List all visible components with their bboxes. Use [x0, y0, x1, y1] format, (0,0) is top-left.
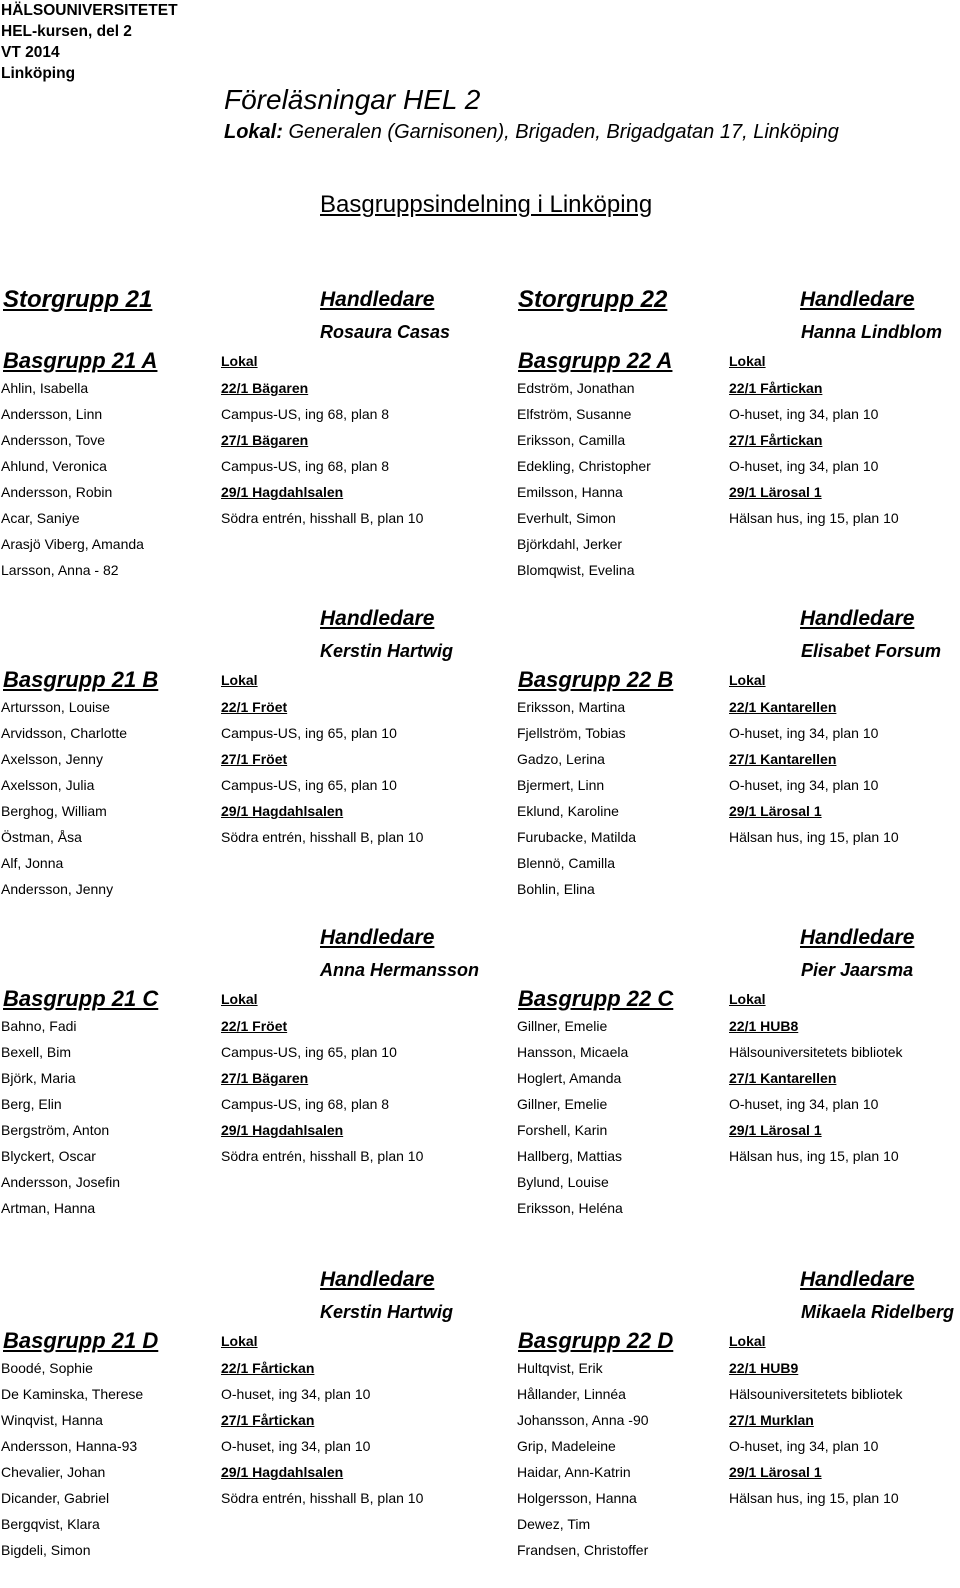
member-name-right: Emilsson, Hanna	[517, 484, 623, 500]
handledare-label-left: Handledare	[320, 288, 435, 311]
basgrupp-section	[0, 1268, 960, 1588]
member-name-left: Bergqvist, Klara	[1, 1516, 100, 1532]
handledare-name-right: Pier Jaarsma	[801, 960, 914, 980]
storgrupp-22-heading: Storgrupp 22	[518, 286, 668, 313]
member-name-left: Blyckert, Oscar	[1, 1148, 96, 1164]
member-lokal-left: Campus-US, ing 68, plan 8	[221, 458, 390, 474]
member-name-right: Hallberg, Mattias	[517, 1148, 623, 1164]
member-lokal-left: Södra entrén, hisshall B, plan 10	[221, 510, 424, 526]
course-name: HEL-kursen, del 2	[1, 23, 132, 40]
handledare-label-right: Handledare	[800, 1268, 915, 1291]
member-lokal-right: 27/1 Kantarellen	[729, 1070, 837, 1086]
member-name-left: Arvidsson, Charlotte	[1, 725, 128, 741]
page-title: Föreläsningar HEL 2	[224, 84, 481, 115]
member-name-left: Andersson, Robin	[1, 484, 113, 500]
member-name-right: Johansson, Anna -90	[517, 1412, 649, 1428]
member-lokal-left: Södra entrén, hisshall B, plan 10	[221, 1148, 424, 1164]
member-lokal-left: 29/1 Hagdahlsalen	[221, 803, 344, 819]
member-name-right: Edekling, Christopher	[517, 458, 651, 474]
member-name-right: Holgersson, Hanna	[517, 1490, 637, 1506]
member-lokal-left: 27/1 Fröet	[221, 751, 288, 767]
handledare-label-right: Handledare	[800, 607, 915, 630]
member-lokal-right: 22/1 HUB8	[729, 1018, 799, 1034]
lokal-header-left: Lokal	[221, 353, 258, 369]
member-lokal-right: 29/1 Lärosal 1	[729, 1122, 822, 1138]
member-name-left: Artursson, Louise	[1, 699, 110, 715]
member-lokal-right: 27/1 Murklan	[729, 1412, 814, 1428]
member-name-right: Bohlin, Elina	[517, 881, 595, 897]
member-name-left: Axelsson, Julia	[1, 777, 95, 793]
member-lokal-left: Södra entrén, hisshall B, plan 10	[221, 829, 424, 845]
member-lokal-left: 27/1 Fårtickan	[221, 1412, 315, 1428]
member-name-left: Andersson, Tove	[1, 432, 106, 448]
basgrupp-heading-left: Basgrupp 21 C	[3, 986, 159, 1011]
member-name-left: Ahlin, Isabella	[1, 380, 89, 396]
lokal-header-left: Lokal	[221, 672, 258, 688]
member-name-right: Eriksson, Heléna	[517, 1200, 623, 1216]
member-lokal-right: O-huset, ing 34, plan 10	[729, 725, 879, 741]
basgrupp-section	[0, 926, 960, 1246]
member-lokal-left: O-huset, ing 34, plan 10	[221, 1438, 371, 1454]
handledare-label-right: Handledare	[800, 926, 915, 949]
lokal-header-right: Lokal	[729, 991, 766, 1007]
member-name-left: Axelsson, Jenny	[1, 751, 103, 767]
member-name-right: Fjellström, Tobias	[517, 725, 626, 741]
basgrupp-heading-right: Basgrupp 22 C	[518, 986, 674, 1011]
handledare-name-left: Rosaura Casas	[320, 322, 451, 342]
member-lokal-right: 22/1 HUB9	[729, 1360, 799, 1376]
lokal-header-right: Lokal	[729, 353, 766, 369]
member-name-right: Gadzo, Lerina	[517, 751, 605, 767]
member-lokal-left: 22/1 Fröet	[221, 1018, 288, 1034]
member-lokal-right: 29/1 Lärosal 1	[729, 484, 822, 500]
member-name-right: Elfström, Susanne	[517, 406, 632, 422]
venue-line	[224, 121, 839, 144]
member-name-left: Larsson, Anna - 82	[1, 562, 119, 578]
member-lokal-right: 22/1 Kantarellen	[729, 699, 837, 715]
member-lokal-right: 22/1 Fårtickan	[729, 380, 823, 396]
member-name-left: Bahno, Fadi	[1, 1018, 77, 1034]
lokal-header-right: Lokal	[729, 672, 766, 688]
lokal-header-left: Lokal	[221, 1333, 258, 1349]
member-lokal-right: O-huset, ing 34, plan 10	[729, 1096, 879, 1112]
member-lokal-left: 22/1 Bägaren	[221, 380, 309, 396]
handledare-name-left: Kerstin Hartwig	[320, 641, 454, 661]
member-name-right: Haidar, Ann-Katrin	[517, 1464, 631, 1480]
handledare-label-right: Handledare	[800, 288, 915, 311]
basgrupp-heading-left: Basgrupp 21 B	[3, 667, 159, 692]
handledare-name-right: Elisabet Forsum	[801, 641, 942, 661]
member-name-left: Andersson, Jenny	[1, 881, 114, 897]
city: Linköping	[1, 65, 76, 82]
member-lokal-right: 29/1 Lärosal 1	[729, 1464, 822, 1480]
member-name-right: Eklund, Karoline	[517, 803, 619, 819]
venue-label: Lokal:	[224, 121, 283, 143]
member-lokal-right: Hälsouniversitetets bibliotek	[729, 1044, 903, 1060]
member-name-right: Björkdahl, Jerker	[517, 536, 623, 552]
handledare-label-left: Handledare	[320, 1268, 435, 1291]
member-lokal-right: Hälsan hus, ing 15, plan 10	[729, 510, 899, 526]
member-lokal-right: Hälsan hus, ing 15, plan 10	[729, 829, 899, 845]
member-name-left: Acar, Saniye	[1, 510, 80, 526]
member-name-left: Winqvist, Hanna	[1, 1412, 103, 1428]
member-lokal-right: O-huset, ing 34, plan 10	[729, 458, 879, 474]
member-name-left: Artman, Hanna	[1, 1200, 96, 1216]
member-lokal-right: O-huset, ing 34, plan 10	[729, 406, 879, 422]
venue-text: Generalen (Garnisonen), Brigaden, Brigadgatan 17, Linköping	[282, 121, 839, 143]
member-lokal-left: 22/1 Fårtickan	[221, 1360, 315, 1376]
member-name-right: Hansson, Micaela	[517, 1044, 629, 1060]
handledare-name-left: Anna Hermansson	[320, 960, 480, 980]
member-name-right: Blennö, Camilla	[517, 855, 616, 871]
member-name-right: Gillner, Emelie	[517, 1096, 608, 1112]
member-name-right: Forshell, Karin	[517, 1122, 608, 1138]
member-name-right: Hoglert, Amanda	[517, 1070, 622, 1086]
member-lokal-right: O-huset, ing 34, plan 10	[729, 777, 879, 793]
handledare-label-left: Handledare	[320, 607, 435, 630]
member-lokal-left: 27/1 Bägaren	[221, 432, 309, 448]
member-lokal-right: Hälsan hus, ing 15, plan 10	[729, 1490, 899, 1506]
member-lokal-left: 22/1 Fröet	[221, 699, 288, 715]
term: VT 2014	[1, 44, 60, 61]
member-name-right: Dewez, Tim	[517, 1516, 591, 1532]
member-name-left: Bergström, Anton	[1, 1122, 110, 1138]
basgrupp-heading-right: Basgrupp 22 B	[518, 667, 674, 692]
member-name-left: Andersson, Linn	[1, 406, 103, 422]
member-name-right: Hultqvist, Erik	[517, 1360, 603, 1376]
member-name-right: Hållander, Linnéa	[517, 1386, 626, 1402]
member-name-right: Bylund, Louise	[517, 1174, 609, 1190]
member-name-right: Furubacke, Matilda	[517, 829, 637, 845]
member-name-left: Chevalier, Johan	[1, 1464, 106, 1480]
member-name-left: Berghog, William	[1, 803, 107, 819]
member-name-right: Gillner, Emelie	[517, 1018, 608, 1034]
member-lokal-left: Campus-US, ing 65, plan 10	[221, 1044, 397, 1060]
member-lokal-left: 29/1 Hagdahlsalen	[221, 1464, 344, 1480]
basgrupp-section	[0, 288, 960, 608]
member-name-left: Andersson, Josefin	[1, 1174, 121, 1190]
member-lokal-left: 29/1 Hagdahlsalen	[221, 484, 344, 500]
member-name-right: Blomqwist, Evelina	[517, 562, 635, 578]
member-name-left: Ahlund, Veronica	[1, 458, 107, 474]
member-lokal-right: 27/1 Fårtickan	[729, 432, 823, 448]
basgrupp-section	[0, 607, 960, 927]
lokal-header-left: Lokal	[221, 991, 258, 1007]
member-name-right: Eriksson, Martina	[517, 699, 626, 715]
member-name-left: Boodé, Sophie	[1, 1360, 93, 1376]
handledare-label-left: Handledare	[320, 926, 435, 949]
handledare-name-left: Kerstin Hartwig	[320, 1302, 454, 1322]
member-name-left: Alf, Jonna	[1, 855, 64, 871]
org-name: HÄLSOUNIVERSITETET	[1, 2, 178, 19]
member-lokal-right: 27/1 Kantarellen	[729, 751, 837, 767]
member-lokal-right: 29/1 Lärosal 1	[729, 803, 822, 819]
member-name-right: Edström, Jonathan	[517, 380, 635, 396]
member-name-left: Andersson, Hanna-93	[1, 1438, 138, 1454]
basgrupp-heading-right: Basgrupp 22 D	[518, 1328, 674, 1353]
member-lokal-left: Södra entrén, hisshall B, plan 10	[221, 1490, 424, 1506]
member-name-left: Berg, Elin	[1, 1096, 62, 1112]
member-lokal-left: O-huset, ing 34, plan 10	[221, 1386, 371, 1402]
member-name-left: De Kaminska, Therese	[1, 1386, 144, 1402]
member-lokal-right: Hälsouniversitetets bibliotek	[729, 1386, 903, 1402]
member-name-right: Grip, Madeleine	[517, 1438, 616, 1454]
member-lokal-right: O-huset, ing 34, plan 10	[729, 1438, 879, 1454]
member-lokal-left: Campus-US, ing 65, plan 10	[221, 725, 397, 741]
handledare-name-right: Mikaela Ridelberg	[801, 1302, 955, 1322]
member-lokal-left: Campus-US, ing 68, plan 8	[221, 1096, 390, 1112]
member-lokal-left: Campus-US, ing 65, plan 10	[221, 777, 397, 793]
member-name-left: Björk, Maria	[1, 1070, 76, 1086]
member-name-right: Everhult, Simon	[517, 510, 616, 526]
basgrupp-heading-right: Basgrupp 22 A	[518, 348, 673, 373]
document-header	[1, 0, 178, 84]
storgrupp-21-heading: Storgrupp 21	[3, 286, 153, 313]
member-name-right: Eriksson, Camilla	[517, 432, 626, 448]
member-name-right: Frandsen, Christoffer	[517, 1542, 649, 1558]
handledare-name-right: Hanna Lindblom	[801, 322, 942, 342]
member-name-left: Östman, Åsa	[1, 829, 82, 845]
member-name-right: Bjermert, Linn	[517, 777, 605, 793]
member-lokal-left: 29/1 Hagdahlsalen	[221, 1122, 344, 1138]
member-name-left: Dicander, Gabriel	[1, 1490, 110, 1506]
lokal-header-right: Lokal	[729, 1333, 766, 1349]
basgrupp-heading-left: Basgrupp 21 A	[3, 348, 158, 373]
member-lokal-left: Campus-US, ing 68, plan 8	[221, 406, 390, 422]
page-subtitle: Basgruppsindelning i Linköping	[320, 191, 653, 218]
member-name-left: Bigdeli, Simon	[1, 1542, 91, 1558]
member-lokal-left: 27/1 Bägaren	[221, 1070, 309, 1086]
member-name-left: Bexell, Bim	[1, 1044, 72, 1060]
basgrupp-heading-left: Basgrupp 21 D	[3, 1328, 159, 1353]
member-lokal-right: Hälsan hus, ing 15, plan 10	[729, 1148, 899, 1164]
member-name-left: Arasjö Viberg, Amanda	[1, 536, 144, 552]
